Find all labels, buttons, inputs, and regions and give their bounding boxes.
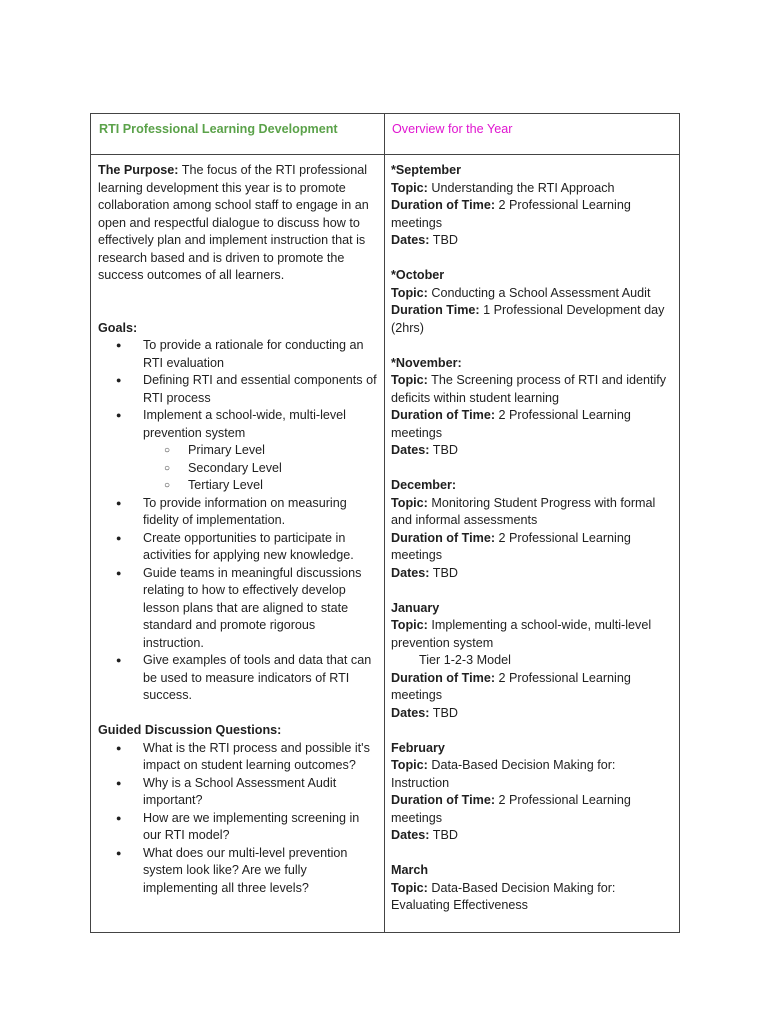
month-topic: Monitoring Student Progress with formal and informal assessments xyxy=(391,495,656,527)
month-heading: January xyxy=(391,600,440,615)
month-heading: December: xyxy=(391,478,457,492)
month-duration: 1 Professional Development day (2hrs) xyxy=(391,303,665,335)
month-topic: Conducting a School Assessment Audit xyxy=(431,285,651,300)
right-column-title: Overview for the Year xyxy=(385,114,680,155)
list-item: ● How are we implementing screening in our RTI model? xyxy=(116,810,360,842)
goals-label: Goals: xyxy=(98,320,138,335)
month-dates: TBD xyxy=(432,565,458,580)
month-topic: Data-Based Decision Making for: Instruction xyxy=(391,758,616,790)
month-topic: Implementing a school-wide, multi-level prevention system xyxy=(391,618,652,650)
list-item: ● What does our multi-level prevention system look like? Are we fully implementing all three levels? xyxy=(116,845,348,895)
list-item: ● Create opportunities to participate in activities for applying new knowledge. xyxy=(116,530,354,562)
purpose-paragraph xyxy=(98,162,378,285)
month-topic: Understanding the RTI Approach xyxy=(431,180,615,195)
list-item: ● To provide a rationale for conducting an RTI evaluation xyxy=(116,338,364,370)
month-dates: TBD xyxy=(432,443,458,457)
month-duration: 2 Professional Learning meetings xyxy=(391,408,631,440)
list-item: ● Implement a school-wide, multi-level prevention system ○ Primary Level ○ Secondary Level ○ Tertiary Level xyxy=(98,407,378,495)
month-duration: 2 Professional Learning meetings xyxy=(391,530,631,562)
month-dates: TBD xyxy=(432,233,458,247)
list-item: ○ Secondary Level xyxy=(164,460,282,475)
month-heading: *October xyxy=(391,268,445,282)
month-heading: *November: xyxy=(391,355,462,370)
list-item: ○ Primary Level xyxy=(164,443,265,457)
table-body-row xyxy=(91,155,680,933)
left-column-title: RTI Professional Learning Development xyxy=(91,114,385,155)
month-duration: 2 Professional Learning meetings xyxy=(391,793,631,825)
list-item: ● Give examples of tools and data that can be used to measure indicators of RTI success. xyxy=(116,653,372,702)
month-heading: February xyxy=(391,740,445,755)
month-dates: TBD xyxy=(432,705,458,720)
purpose-text: The focus of the RTI professional learning development this year is to promote collaboration among school staff to engage in an open and respectful dialogue to discuss how to effectively plan and implement instruction that is research based and is driven to promote the success outcomes of all learners. xyxy=(98,163,369,282)
list-item: ● To provide information on measuring fidelity of implementation. xyxy=(116,495,347,527)
month-topic: Data-Based Decision Making for: Evaluating Effectiveness xyxy=(391,880,616,912)
list-item: ● Guide teams in meaningful discussions relating to how to effectively develop lesson plans that are aligned to state standard and promote rigorous instruction. xyxy=(116,565,362,650)
goals-list xyxy=(98,337,378,705)
questions-label: Guided Discussion Questions: xyxy=(98,723,282,737)
month-duration: 2 Professional Learning meetings xyxy=(391,670,631,702)
month-model: Tier 1-2-3 Model xyxy=(419,653,511,667)
right-column: *September Topic: Understanding the RTI Approach Duration of Time: 2 Professional Learning meetings Dates: TBD *October Topic: Conducting a School Assessment Audit Duration Time: 1 Professional Development day (2hrs) *November: Topic: The Screening process of RTI and identify deficits within student learning Duration of Time: 2 Professional Learning meetings Dates: TBD December: Topic: Monitoring Student Progress with formal and informal assessments Duration of Time: 2 Professional Learning meetings Dates: TBD January Topic: Implementing a school-wide, multi-level prevention system Tier 1-2-3 Model Duration of Time: 2 Professional Learning meetings Dates: TBD February Topic: Data-Based Decision Making for: Instruction Duration of Time: 2 Professional Learning meetings Dates: TBD March Topic: Data-Based Decision Making for: Evaluating Effectiveness xyxy=(385,155,680,933)
list-item: ● Why is a School Assessment Audit important? xyxy=(116,775,337,807)
questions-list xyxy=(98,740,378,898)
list-item: ● What is the RTI process and possible it's impact on student learning outcomes? xyxy=(116,740,370,772)
overview-table xyxy=(90,113,680,933)
purpose-label: The Purpose: xyxy=(98,163,179,177)
month-duration: 2 Professional Learning meetings xyxy=(391,198,631,230)
list-item: ● Defining RTI and essential components of RTI process xyxy=(116,373,377,405)
left-column xyxy=(91,155,385,933)
month-heading: *September xyxy=(391,163,461,177)
levels-sublist xyxy=(143,442,378,495)
month-heading: March xyxy=(391,863,429,877)
table-header-row xyxy=(91,114,680,155)
month-topic: The Screening process of RTI and identify deficits within student learning xyxy=(391,373,667,405)
month-dates: TBD xyxy=(432,828,458,842)
list-item: ○ Tertiary Level xyxy=(164,478,263,492)
